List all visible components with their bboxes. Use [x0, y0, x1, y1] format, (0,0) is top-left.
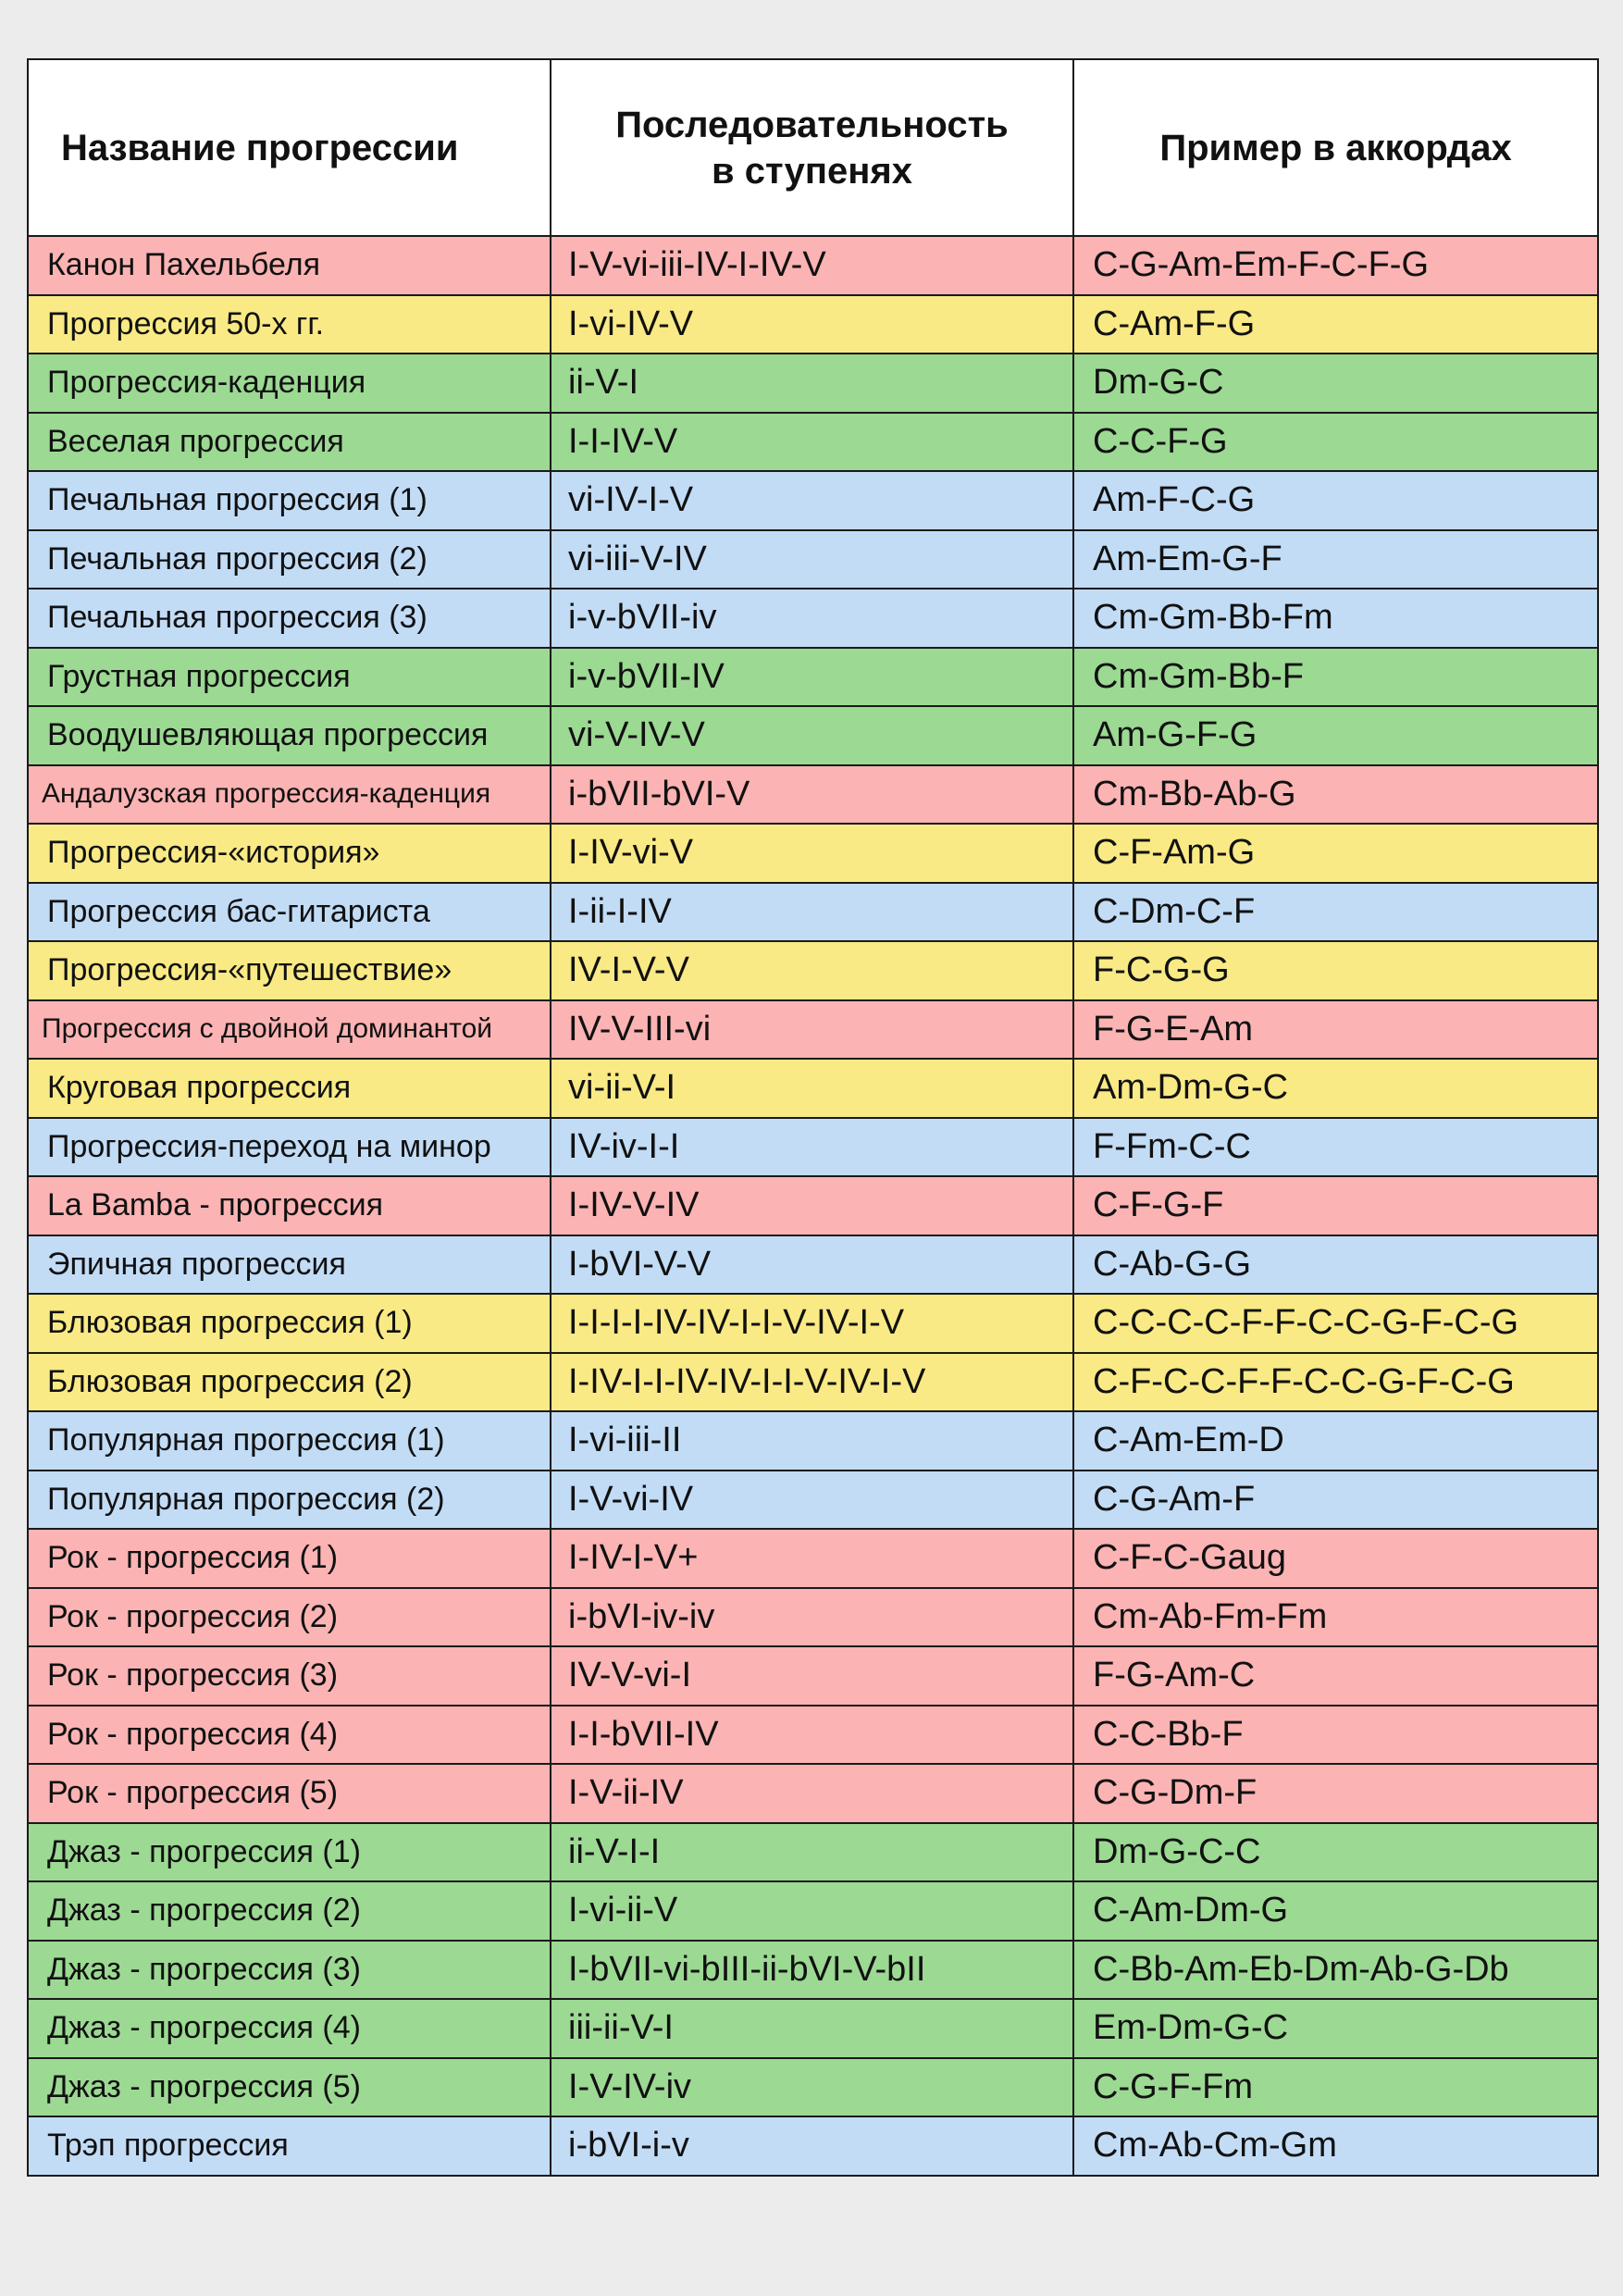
progression-name-cell: Рок - прогрессия (2) — [28, 1588, 551, 1647]
degree-sequence-cell: I-ii-I-IV — [551, 883, 1073, 942]
degree-sequence-cell: ii-V-I-I — [551, 1823, 1073, 1882]
degree-sequence-cell: I-vi-ii-V — [551, 1881, 1073, 1941]
table-row — [28, 530, 1598, 590]
chord-example-cell: Am-Em-G-F — [1073, 530, 1598, 590]
chord-example-cell: Am-G-F-G — [1073, 706, 1598, 765]
table-row — [28, 1000, 1598, 1060]
degree-sequence-cell: I-V-vi-IV — [551, 1471, 1073, 1530]
chord-example-cell: Cm-Gm-Bb-Fm — [1073, 589, 1598, 648]
progression-name-cell: Веселая прогрессия — [28, 413, 551, 472]
chord-example-cell: C-Am-Em-D — [1073, 1411, 1598, 1471]
chord-example-cell: F-G-Am-C — [1073, 1646, 1598, 1706]
progression-name-cell: Блюзовая прогрессия (1) — [28, 1294, 551, 1353]
degree-sequence-cell: i-v-bVII-iv — [551, 589, 1073, 648]
table-row — [28, 1706, 1598, 1765]
table-row — [28, 1176, 1598, 1235]
chord-example-cell: Cm-Ab-Fm-Fm — [1073, 1588, 1598, 1647]
progression-name-cell: Печальная прогрессия (3) — [28, 589, 551, 648]
table-row — [28, 1646, 1598, 1706]
chord-example-cell: C-G-Am-F — [1073, 1471, 1598, 1530]
chord-example-cell: Cm-Ab-Cm-Gm — [1073, 2116, 1598, 2176]
header-row — [28, 59, 1598, 236]
table-row — [28, 1529, 1598, 1588]
chord-example-cell: C-G-Dm-F — [1073, 1764, 1598, 1823]
table-row — [28, 2116, 1598, 2176]
degree-sequence-cell: iii-ii-V-I — [551, 1999, 1073, 2058]
progression-name-cell: Прогрессия-«история» — [28, 824, 551, 883]
table-row — [28, 589, 1598, 648]
chord-example-cell: C-Bb-Am-Eb-Dm-Ab-G-Db — [1073, 1941, 1598, 2000]
table-row — [28, 354, 1598, 413]
chord-example-cell: Am-Dm-G-C — [1073, 1059, 1598, 1118]
degree-sequence-cell: I-bVII-vi-bIII-ii-bVI-V-bII — [551, 1941, 1073, 2000]
chord-example-cell: C-C-C-C-F-F-C-C-G-F-C-G — [1073, 1294, 1598, 1353]
table-row — [28, 824, 1598, 883]
progression-name-cell: Джаз - прогрессия (2) — [28, 1881, 551, 1941]
progression-name-cell: Круговая прогрессия — [28, 1059, 551, 1118]
chord-example-cell: C-F-C-Gaug — [1073, 1529, 1598, 1588]
progression-name-cell: Прогрессия с двойной доминантой — [28, 1000, 551, 1060]
table-header — [28, 59, 1598, 236]
table-row — [28, 1588, 1598, 1647]
progression-name-cell: Джаз - прогрессия (5) — [28, 2058, 551, 2117]
chord-example-cell: Dm-G-C — [1073, 354, 1598, 413]
progression-name-cell: Рок - прогрессия (3) — [28, 1646, 551, 1706]
chord-example-cell: C-Ab-G-G — [1073, 1235, 1598, 1295]
degree-sequence-cell: i-bVI-i-v — [551, 2116, 1073, 2176]
header-chord-example: Пример в аккордах — [1073, 59, 1598, 236]
progression-name-cell: Рок - прогрессия (1) — [28, 1529, 551, 1588]
degree-sequence-cell: I-IV-V-IV — [551, 1176, 1073, 1235]
progression-name-cell: Прогрессия 50-х гг. — [28, 295, 551, 354]
table-row — [28, 1881, 1598, 1941]
table-row — [28, 236, 1598, 295]
progression-name-cell: Джаз - прогрессия (4) — [28, 1999, 551, 2058]
degree-sequence-cell: vi-ii-V-I — [551, 1059, 1073, 1118]
progression-name-cell: Прогрессия-каденция — [28, 354, 551, 413]
degree-sequence-cell: IV-V-III-vi — [551, 1000, 1073, 1060]
chord-example-cell: C-C-F-G — [1073, 413, 1598, 472]
progression-name-cell: La Bamba - прогрессия — [28, 1176, 551, 1235]
progression-name-cell: Популярная прогрессия (2) — [28, 1471, 551, 1530]
table-row — [28, 1118, 1598, 1177]
table-row — [28, 1353, 1598, 1412]
chord-example-cell: F-G-E-Am — [1073, 1000, 1598, 1060]
table-row — [28, 706, 1598, 765]
table-row — [28, 2058, 1598, 2117]
progression-name-cell: Прогрессия-переход на минор — [28, 1118, 551, 1177]
table-row — [28, 765, 1598, 825]
degree-sequence-cell: I-vi-IV-V — [551, 295, 1073, 354]
header-degree-sequence-line2: в ступенях — [712, 150, 912, 192]
table-row — [28, 1999, 1598, 2058]
degree-sequence-cell: ii-V-I — [551, 354, 1073, 413]
chord-example-cell: C-G-F-Fm — [1073, 2058, 1598, 2117]
chord-example-cell: F-C-G-G — [1073, 941, 1598, 1000]
degree-sequence-cell: vi-iii-V-IV — [551, 530, 1073, 590]
degree-sequence-cell: I-I-I-I-IV-IV-I-I-V-IV-I-V — [551, 1294, 1073, 1353]
chord-example-cell: Cm-Bb-Ab-G — [1073, 765, 1598, 825]
degree-sequence-cell: I-V-vi-iii-IV-I-IV-V — [551, 236, 1073, 295]
chord-example-cell: Cm-Gm-Bb-F — [1073, 648, 1598, 707]
degree-sequence-cell: I-IV-I-V+ — [551, 1529, 1073, 1588]
progression-name-cell: Андалузская прогрессия-каденция — [28, 765, 551, 825]
chord-example-cell: C-Dm-C-F — [1073, 883, 1598, 942]
chord-example-cell: C-Am-Dm-G — [1073, 1881, 1598, 1941]
header-progression-name: Название прогрессии — [28, 59, 551, 236]
table-row — [28, 295, 1598, 354]
progression-name-cell: Рок - прогрессия (5) — [28, 1764, 551, 1823]
progression-name-cell: Трэп прогрессия — [28, 2116, 551, 2176]
progression-name-cell: Прогрессия-«путешествие» — [28, 941, 551, 1000]
chord-example-cell: C-F-Am-G — [1073, 824, 1598, 883]
degree-sequence-cell: i-bVII-bVI-V — [551, 765, 1073, 825]
table-row — [28, 1823, 1598, 1882]
chord-example-cell: F-Fm-C-C — [1073, 1118, 1598, 1177]
table-row — [28, 941, 1598, 1000]
table-row — [28, 1941, 1598, 2000]
degree-sequence-cell: IV-iv-I-I — [551, 1118, 1073, 1177]
table-row — [28, 1471, 1598, 1530]
degree-sequence-cell: IV-V-vi-I — [551, 1646, 1073, 1706]
table-row — [28, 1764, 1598, 1823]
progression-name-cell: Прогрессия бас-гитариста — [28, 883, 551, 942]
table-body — [28, 236, 1598, 2176]
degree-sequence-cell: I-IV-I-I-IV-IV-I-I-V-IV-I-V — [551, 1353, 1073, 1412]
degree-sequence-cell: i-bVI-iv-iv — [551, 1588, 1073, 1647]
chord-example-cell: C-F-G-F — [1073, 1176, 1598, 1235]
progression-name-cell: Грустная прогрессия — [28, 648, 551, 707]
degree-sequence-cell: I-I-bVII-IV — [551, 1706, 1073, 1765]
header-degree-sequence — [551, 59, 1073, 236]
chord-example-cell: C-G-Am-Em-F-C-F-G — [1073, 236, 1598, 295]
chord-example-cell: Dm-G-C-C — [1073, 1823, 1598, 1882]
chord-example-cell: C-Am-F-G — [1073, 295, 1598, 354]
progression-name-cell: Блюзовая прогрессия (2) — [28, 1353, 551, 1412]
table-row — [28, 1294, 1598, 1353]
degree-sequence-cell: I-V-IV-iv — [551, 2058, 1073, 2117]
chord-example-cell: C-C-Bb-F — [1073, 1706, 1598, 1765]
progression-name-cell: Воодушевляющая прогрессия — [28, 706, 551, 765]
table-row — [28, 1235, 1598, 1295]
chord-example-cell: C-F-C-C-F-F-C-C-G-F-C-G — [1073, 1353, 1598, 1412]
chord-example-cell: Am-F-C-G — [1073, 471, 1598, 530]
degree-sequence-cell: I-IV-vi-V — [551, 824, 1073, 883]
degree-sequence-cell: IV-I-V-V — [551, 941, 1073, 1000]
degree-sequence-cell: I-V-ii-IV — [551, 1764, 1073, 1823]
degree-sequence-cell: vi-V-IV-V — [551, 706, 1073, 765]
progression-name-cell: Джаз - прогрессия (1) — [28, 1823, 551, 1882]
table-row — [28, 883, 1598, 942]
table-row — [28, 471, 1598, 530]
progression-name-cell: Печальная прогрессия (1) — [28, 471, 551, 530]
progression-name-cell: Печальная прогрессия (2) — [28, 530, 551, 590]
progression-name-cell: Популярная прогрессия (1) — [28, 1411, 551, 1471]
degree-sequence-cell: I-I-IV-V — [551, 413, 1073, 472]
chord-example-cell: Em-Dm-G-C — [1073, 1999, 1598, 2058]
progression-name-cell: Канон Пахельбеля — [28, 236, 551, 295]
progression-name-cell: Джаз - прогрессия (3) — [28, 1941, 551, 2000]
degree-sequence-cell: I-bVI-V-V — [551, 1235, 1073, 1295]
table-row — [28, 1059, 1598, 1118]
progression-name-cell: Эпичная прогрессия — [28, 1235, 551, 1295]
table-row — [28, 1411, 1598, 1471]
table-row — [28, 648, 1598, 707]
header-degree-sequence-line1: Последовательность — [615, 104, 1009, 145]
degree-sequence-cell: vi-IV-I-V — [551, 471, 1073, 530]
progression-name-cell: Рок - прогрессия (4) — [28, 1706, 551, 1765]
degree-sequence-cell: I-vi-iii-II — [551, 1411, 1073, 1471]
degree-sequence-cell: i-v-bVII-IV — [551, 648, 1073, 707]
table-row — [28, 413, 1598, 472]
chord-progressions-table — [27, 58, 1599, 2177]
